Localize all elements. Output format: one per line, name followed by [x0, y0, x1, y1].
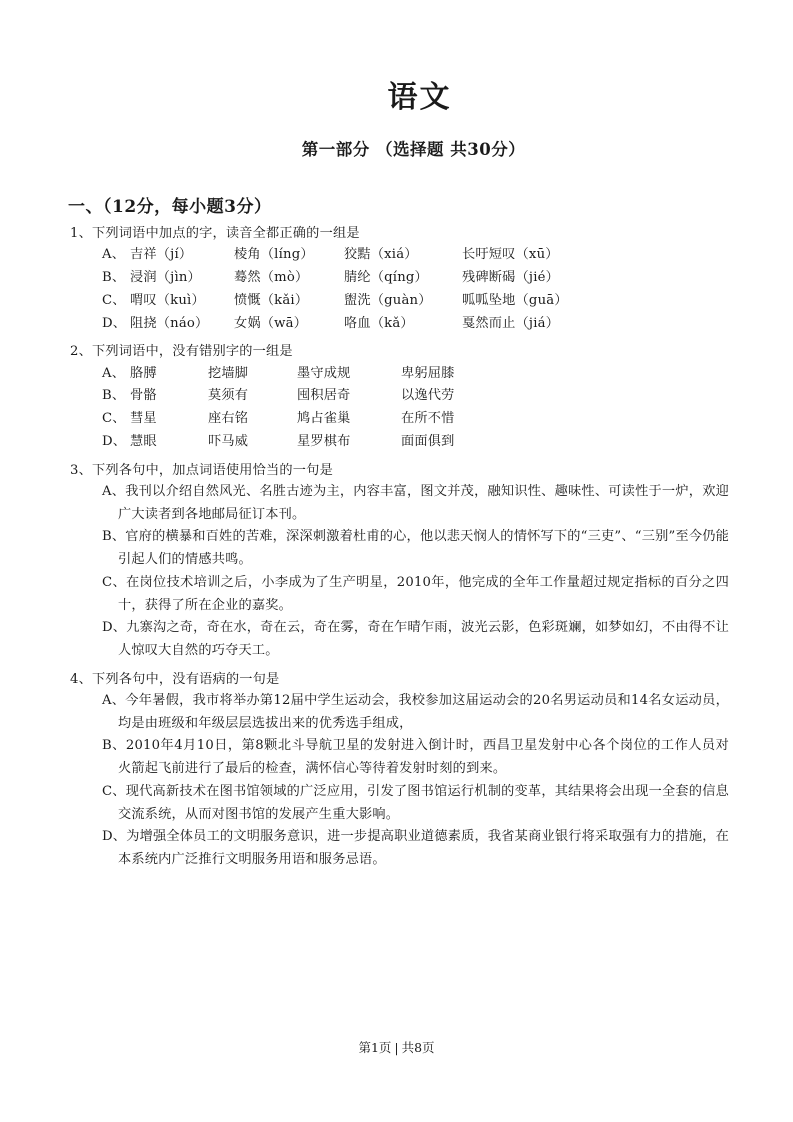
option-list — [60, 244, 733, 335]
option-cell: 吓马威 — [208, 433, 249, 449]
option-item[interactable] — [60, 826, 733, 871]
option-cell: 囤积居奇 — [297, 388, 351, 404]
option-cell: 女娲（wā） — [234, 315, 308, 331]
option-item[interactable] — [60, 617, 733, 662]
option-item[interactable] — [60, 385, 733, 408]
question — [60, 224, 733, 335]
footer-total-pages: 共8页 — [401, 1040, 435, 1055]
option-list — [60, 690, 733, 872]
page-title: 语文 — [387, 80, 452, 115]
option-text: 今年暑假，我市将举办第12届中学生运动会，我校参加这届运动会的20名男运动员和14名女运动员，均是由班级和年级层层选拔出来的优秀选手组成， — [118, 693, 729, 731]
option-label: A、 — [102, 483, 126, 499]
option-label: C、 — [102, 574, 126, 590]
option-cell: 墨守成规 — [297, 365, 351, 381]
option-item[interactable] — [60, 408, 733, 431]
option-label: D、 — [102, 620, 127, 636]
option-text: 我刊以介绍自然风光、名胜古迹为主，内容丰富，图文并茂，融知识性、趣味性、可读性于一炉，欢迎广大读者到各地邮局征订本刊。 — [118, 483, 729, 522]
option-cell: 慧眼 — [130, 433, 157, 449]
option-item[interactable] — [60, 313, 733, 336]
question-stem: 4、下列各句中，没有语病的一句是 — [70, 671, 280, 687]
option-label: A、 — [102, 365, 126, 381]
option-item[interactable] — [60, 526, 733, 571]
footer-separator: | — [394, 1040, 399, 1055]
option-item[interactable] — [60, 267, 733, 290]
option-item[interactable] — [60, 572, 733, 617]
option-item[interactable] — [60, 690, 733, 735]
option-list — [60, 363, 733, 454]
option-cell: 鸠占雀巢 — [297, 411, 351, 427]
option-item[interactable] — [60, 735, 733, 780]
option-label: D、 — [102, 829, 127, 845]
option-cell: 阻挠（náo） — [130, 315, 209, 331]
option-cell: 座右铭 — [208, 411, 249, 427]
option-cell: 腈纶（qíng） — [344, 270, 428, 286]
option-cell: 吉祥（jí） — [130, 247, 193, 263]
option-cell: 戛然而止（jiá） — [462, 315, 560, 331]
question-stem: 2、下列词语中，没有错别字的一组是 — [70, 344, 293, 360]
question — [60, 342, 733, 453]
option-label: A、 — [102, 693, 126, 709]
option-label: B、 — [102, 270, 126, 286]
option-cell: 蓦然（mò） — [234, 270, 309, 286]
option-cell: 咯血（kǎ） — [344, 315, 414, 331]
option-cell: 狡黠（xiá） — [344, 247, 418, 263]
question-stem: 1、下列词语中加点的字，读音全都正确的一组是 — [70, 226, 360, 241]
option-label: C、 — [102, 411, 126, 427]
option-text: 在岗位技术培训之后，小李成为了生产明星，2010年，他完成的全年工作量超过规定指标的百分之四十，获得了所在企业的嘉奖。 — [118, 574, 729, 613]
option-item[interactable] — [60, 290, 733, 313]
option-cell: 以逸代劳 — [401, 388, 455, 404]
option-cell: 长吁短叹（xū） — [462, 247, 559, 263]
option-cell: 卑躬屈膝 — [401, 365, 455, 381]
option-item[interactable] — [60, 481, 733, 526]
option-text: 现代高新技术在图书馆领域的广泛应用，引发了图书馆运行机制的变革，其结果将会出现一全套的信息交流系统，从而对图书馆的发展产生重大影响。 — [118, 783, 729, 822]
option-text: 九寨沟之奇，奇在水，奇在云，奇在雾，奇在乍晴乍雨，波光云影，色彩斑斓，如梦如幻，不由得不让人惊叹大自然的巧夺天工。 — [118, 620, 729, 658]
option-text: 2010年4月10日，第8颗北斗导航卫星的发射进入倒计时，西昌卫星发射中心各个岗位的工作人员对火箭起飞前进行了最后的检查，满怀信心等待着发射时刻的到来。 — [118, 738, 729, 777]
option-item[interactable] — [60, 244, 733, 267]
option-list — [60, 481, 733, 663]
option-label: B、 — [102, 388, 126, 404]
part-title: 第一部分 （选择题 共30分） — [301, 140, 526, 159]
option-cell: 挖墙脚 — [208, 365, 249, 381]
option-text: 官府的横暴和百姓的苦难，深深刺激着杜甫的心，他以悲天悯人的情怀写下的“三吏”、“三别”至今仍能引起人们的情感共鸣。 — [118, 529, 729, 568]
option-cell: 骨骼 — [130, 388, 157, 404]
option-item[interactable] — [60, 431, 733, 454]
page-footer — [0, 1038, 793, 1056]
question — [60, 670, 733, 872]
question — [60, 461, 733, 663]
question-stem: 3、下列各句中，加点词语使用恰当的一句是 — [70, 462, 333, 478]
option-label: C、 — [102, 783, 126, 799]
option-label: A、 — [102, 247, 126, 263]
option-cell: 胳膊 — [130, 365, 157, 381]
option-label: C、 — [102, 292, 126, 308]
option-label: B、 — [102, 529, 126, 545]
option-text: 为增强全体员工的文明服务意识，进一步提高职业道德素质，我省某商业银行将采取强有力的措施，在本系统内广泛推行文明服务用语和服务忌语。 — [118, 829, 729, 867]
option-label: D、 — [102, 315, 127, 331]
option-cell: 彗星 — [130, 411, 157, 427]
question-list — [60, 224, 733, 872]
option-cell: 喟叹（kuì） — [130, 292, 205, 308]
option-cell: 浸润（jìn） — [130, 270, 201, 286]
option-label: D、 — [102, 433, 127, 449]
option-cell: 残碑断碣（jié） — [462, 270, 560, 286]
footer-current-page: 第1页 — [358, 1040, 392, 1055]
option-cell: 愤慨（kǎi） — [234, 292, 309, 308]
option-item[interactable] — [60, 363, 733, 386]
option-cell: 棱角（líng） — [234, 247, 314, 263]
option-cell: 莫须有 — [208, 388, 249, 404]
option-cell: 盥洗（guàn） — [344, 292, 432, 308]
section-heading: 一、（12分，每小题3分） — [68, 197, 272, 217]
option-cell: 在所不惜 — [401, 411, 455, 427]
option-cell: 面面俱到 — [401, 433, 455, 449]
option-cell: 星罗棋布 — [297, 433, 351, 449]
option-label: B、 — [102, 738, 126, 754]
option-item[interactable] — [60, 781, 733, 826]
option-cell: 呱呱坠地（guā） — [462, 292, 568, 308]
